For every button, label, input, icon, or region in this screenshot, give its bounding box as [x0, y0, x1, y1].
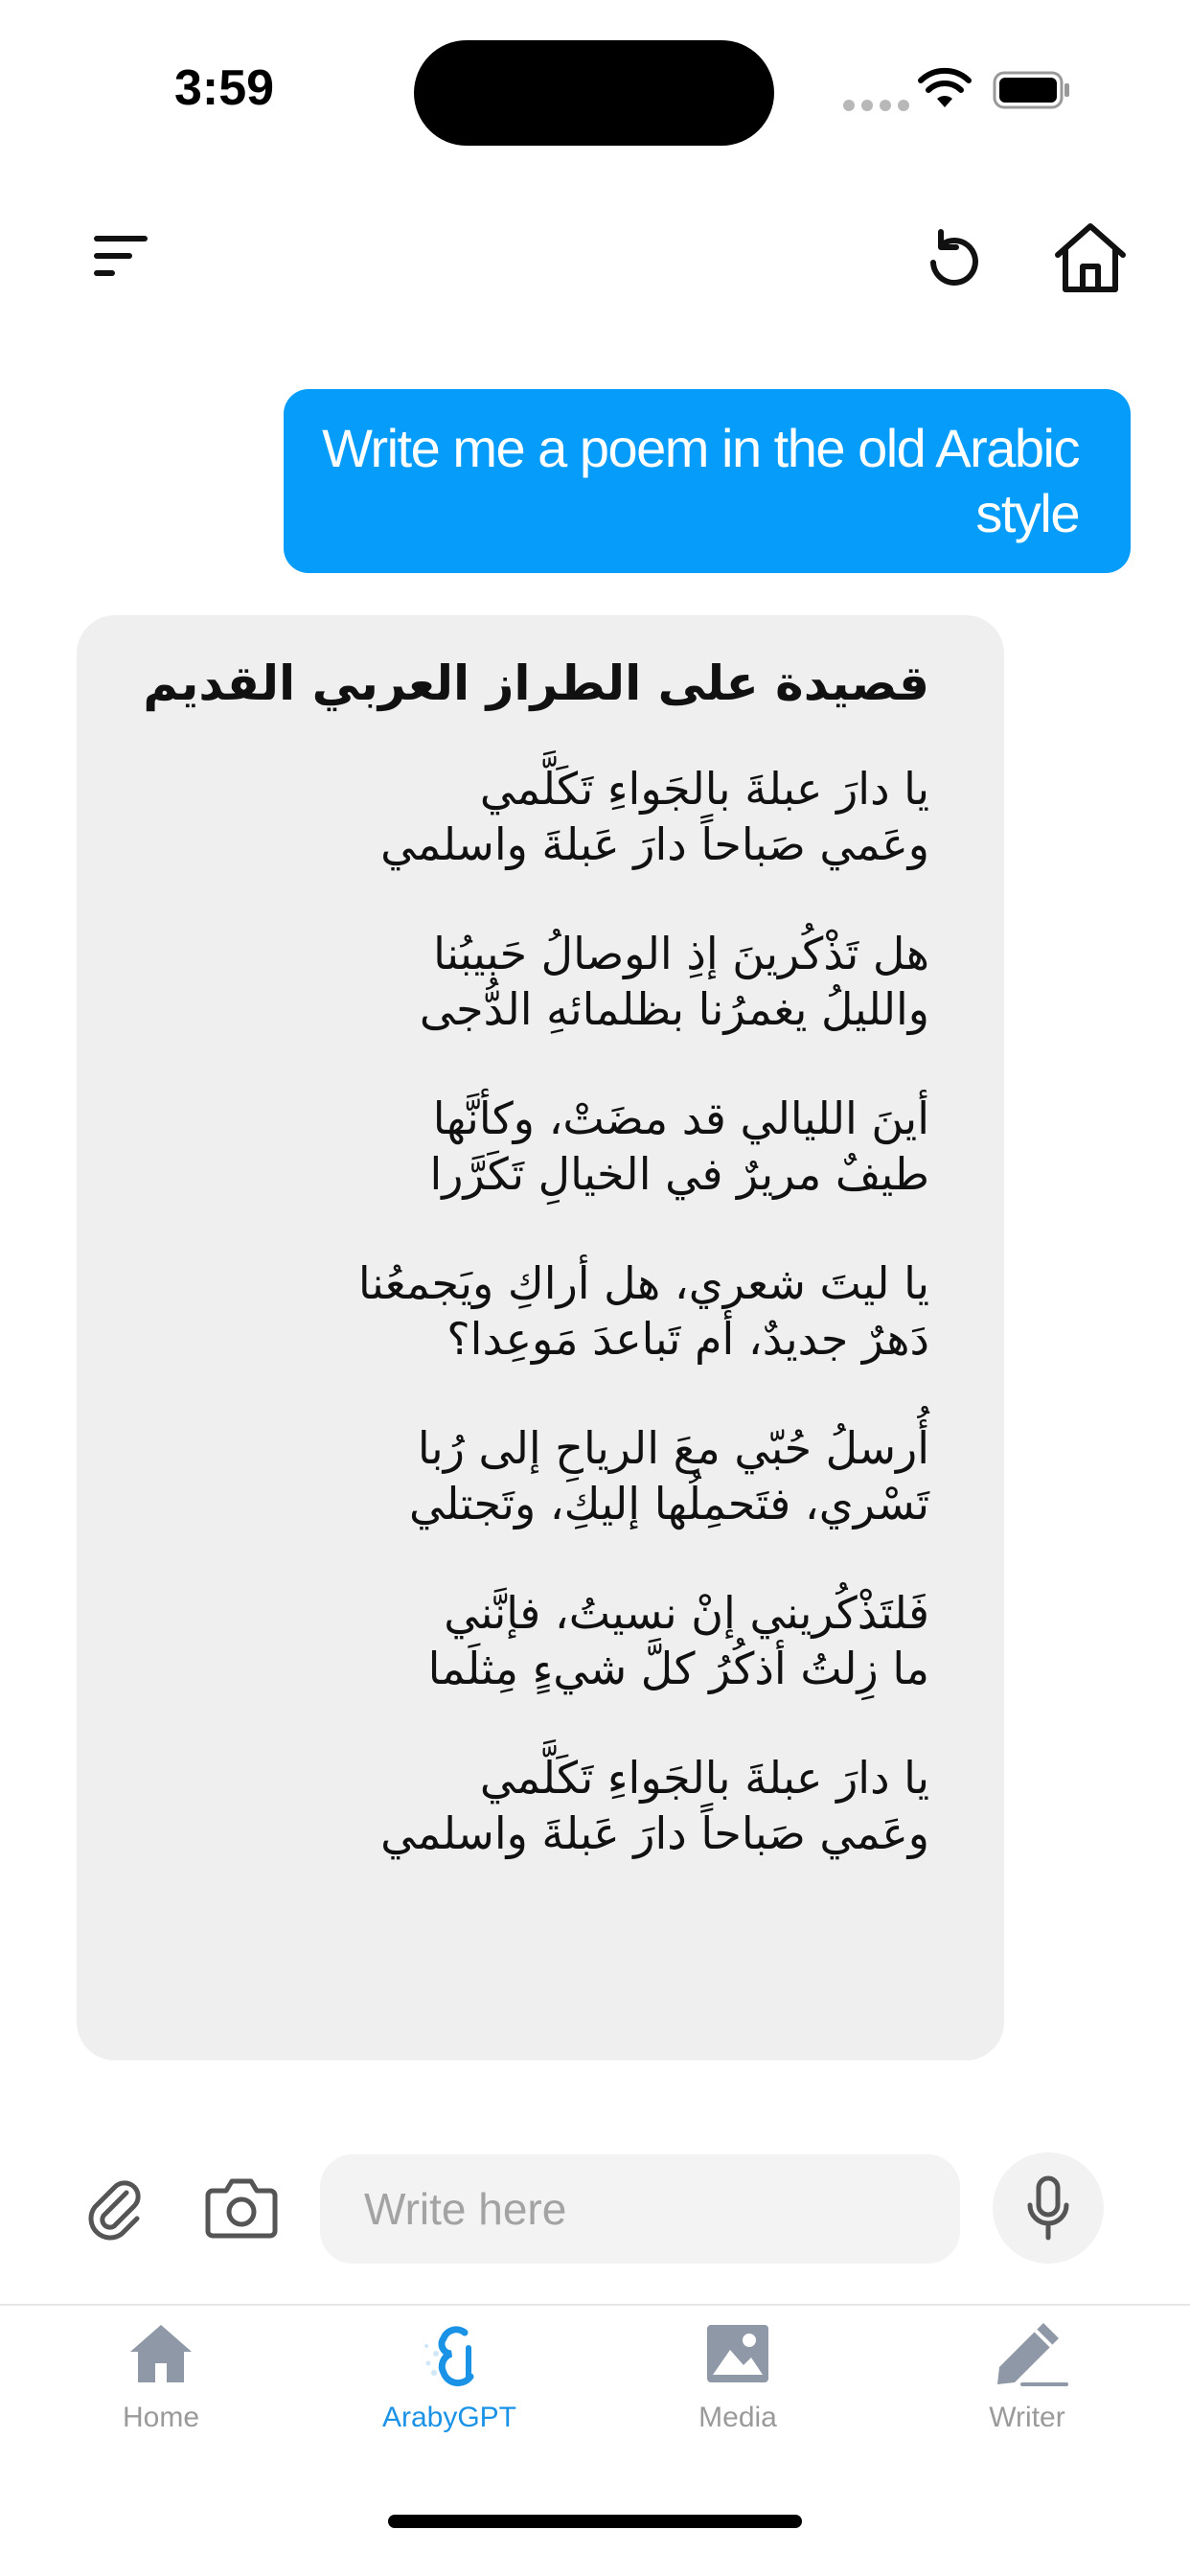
- poem-stanza: [134, 1750, 929, 1861]
- poem-line: هل تَذْكُرينَ إذِ الوصالُ حَبيبُنا: [433, 928, 929, 979]
- poem-line: فَلتَذْكُريني إنْ نسيتُ، فإنَّني: [444, 1587, 929, 1639]
- home-icon[interactable]: [1050, 217, 1131, 297]
- paperclip-icon[interactable]: [84, 2174, 146, 2242]
- message-input[interactable]: [364, 2183, 960, 2235]
- poem-line: تَسْري، فتَحمِلُها إليكِ، وتَجتلي: [409, 1478, 929, 1530]
- home-indicator: [388, 2515, 802, 2528]
- poem-stanza: [134, 1091, 929, 1202]
- poem-line: والليلُ يغمرُنا بظلمائهِ الدُّجى: [419, 983, 929, 1035]
- poem-line: ما زِلتُ أذكُرُ كلَّ شيءٍ مِثلَما: [427, 1643, 929, 1694]
- nav-label: Writer: [989, 2402, 1065, 2433]
- nav-label: Home: [122, 2402, 200, 2433]
- camera-icon[interactable]: [205, 2175, 278, 2239]
- poem-line: أُرسلُ حُبّي معَ الرياحِ إلى رُبا: [417, 1422, 929, 1474]
- poem-line: يا دارَ عبلةَ بالجَواءِ تَكَلَّمي: [479, 1752, 929, 1804]
- nav-divider: [0, 2304, 1190, 2306]
- menu-icon[interactable]: [92, 232, 149, 280]
- poem-stanza: [134, 1255, 929, 1367]
- nav-label: ArabyGPT: [381, 2402, 517, 2433]
- nav-item-media[interactable]: [623, 2319, 853, 2472]
- nav-label: Media: [698, 2402, 777, 2433]
- dynamic-island: [414, 40, 774, 146]
- poem-line: يا دارَ عبلةَ بالجَواءِ تَكَلَّمي: [479, 763, 929, 815]
- microphone-icon: [1025, 2174, 1071, 2242]
- poem-stanza: [134, 761, 929, 872]
- poem-line: أينَ الليالي قد مضَتْ، وكأنَّها: [432, 1092, 929, 1144]
- home-icon: [126, 2319, 195, 2388]
- poem-stanza: [134, 1420, 929, 1531]
- image-icon: [703, 2319, 772, 2388]
- nav-item-arabygpt[interactable]: [334, 2319, 564, 2472]
- poem-line: وعَمي صَباحاً دارَ عَبلةَ واسلمي: [380, 1807, 929, 1859]
- refresh-icon[interactable]: [922, 226, 987, 291]
- user-message-text: Write me a poem in the old Arabic style: [322, 418, 1079, 543]
- user-message-bubble: [284, 389, 1131, 573]
- nav-item-writer[interactable]: [912, 2319, 1142, 2472]
- cellular-signal-icon: [843, 100, 909, 111]
- battery-icon: [993, 71, 1071, 109]
- poem-title: قصيدة على الطراز العربي القديم: [143, 656, 929, 711]
- poem-line: وعَمي صَباحاً دارَ عَبلةَ واسلمي: [380, 818, 929, 870]
- arabygpt-logo-icon: [415, 2319, 484, 2388]
- status-time: 3:59: [174, 60, 275, 116]
- microphone-button[interactable]: [993, 2152, 1104, 2264]
- poem-line: يا ليتَ شعري، هل أراكِ ويَجمعُنا: [357, 1257, 929, 1309]
- message-input-container: [320, 2154, 960, 2264]
- poem-line: دَهرٌ جديدٌ، أم تَباعدَ مَوعِدا؟: [446, 1313, 929, 1365]
- pencil-icon: [984, 2319, 1070, 2388]
- poem-stanza: [134, 926, 929, 1037]
- poem-stanza: [134, 1585, 929, 1696]
- wifi-icon: [918, 67, 972, 109]
- poem-line: طيفٌ مريرٌ في الخيالِ تَكَرَّرا: [429, 1148, 929, 1200]
- nav-item-home[interactable]: [46, 2319, 276, 2472]
- ai-response-bubble: [77, 615, 1004, 2060]
